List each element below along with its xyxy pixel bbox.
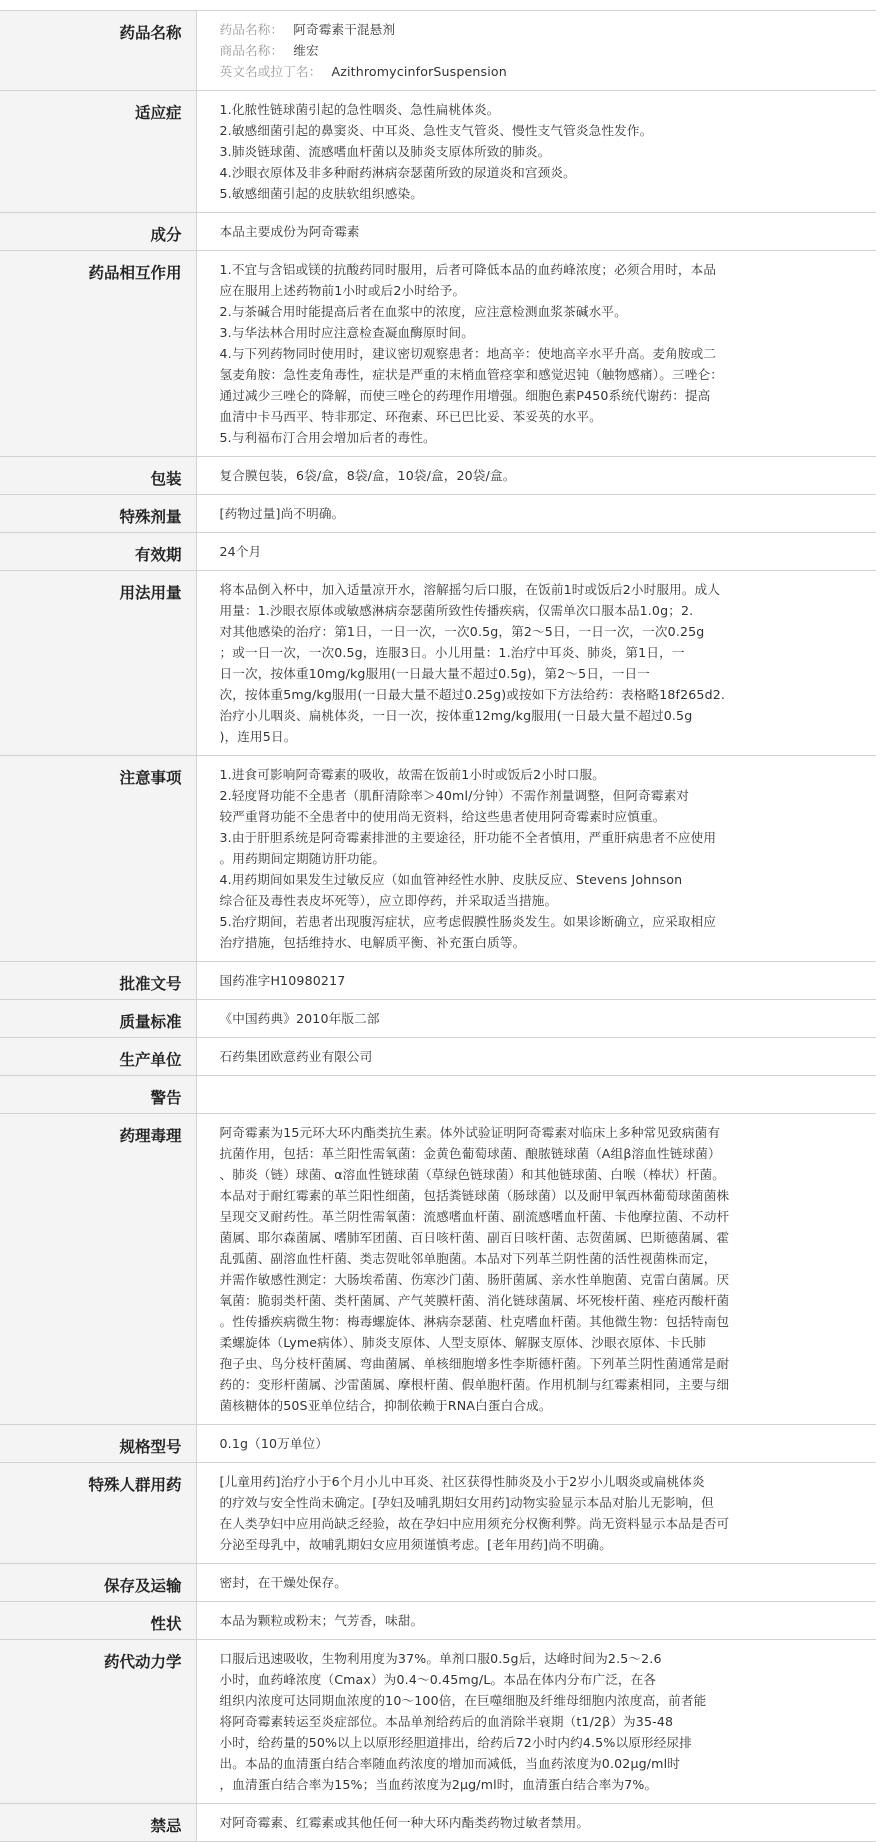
text-line: 分泌至母乳中，故哺乳期妇女应用须谨慎考虑。[老年用药]尚不明确。 [219, 1537, 612, 1552]
text-line: 。用药期间定期随访肝功能。 [219, 851, 386, 866]
text-line: 较严重肾功能不全患者中的使用尚无资料，给这些患者使用阿奇霉素时应慎重。 [219, 809, 666, 824]
info-row [0, 457, 876, 495]
text-line: 药的：变形杆菌属、沙雷菌属、摩根杆菌、假单胞杆菌。作用机制与红霉素相同，主要与细 [219, 1377, 730, 1392]
text-line: 本品为颗粒或粉末；气芳香，味甜。 [219, 1613, 424, 1628]
text-line: 2.敏感细菌引起的鼻窦炎、中耳炎、急性支气管炎、慢性支气管炎急性发作。 [219, 123, 653, 138]
text-line: 国药准字H10980217 [219, 973, 346, 988]
info-row [0, 1640, 876, 1804]
info-row [0, 91, 876, 213]
name-entry [220, 40, 857, 61]
text-line: 2.轻度肾功能不全患者（肌酐清除率＞40ml/分钟）不需作剂量调整，但阿奇霉素对 [219, 788, 690, 803]
row-value [196, 1076, 876, 1114]
row-label: 质量标准 [0, 1000, 196, 1038]
text-line: 菌属、耶尔森菌属、嗜肺军团菌、百日咳杆菌、副百日咳杆菌、志贺菌属、巴斯德菌属、霍 [219, 1230, 730, 1245]
row-label: 药品相互作用 [0, 251, 196, 457]
row-value [196, 962, 876, 1000]
info-rows [0, 11, 876, 1842]
text-line: 治疗小儿咽炎、扁桃体炎，一日一次，按体重12mg/kg服用(一日最大量不超过0.5g [219, 708, 693, 723]
row-value [196, 1000, 876, 1038]
text-line: 4.用药期间如果发生过敏反应（如血管神经性水肿、皮肤反应、Stevens Johnson [219, 872, 683, 887]
text-line: 3.肺炎链球菌、流感嗜血杆菌以及肺炎支原体所致的肺炎。 [219, 144, 551, 159]
text-line: 本品对于耐红霉素的革兰阳性细菌，包括粪链球菌（肠球菌）以及耐甲氧西林葡萄球菌菌株 [219, 1188, 730, 1203]
name-value: AzithromycinforSuspension [331, 64, 507, 79]
row-value [196, 1463, 876, 1564]
row-label: 特殊剂量 [0, 495, 196, 533]
text-line: 24个月 [219, 544, 262, 559]
row-label: 用法用量 [0, 571, 196, 756]
row-label: 有效期 [0, 533, 196, 571]
text-line: 2.与茶碱合用时能提高后者在血浆中的浓度，应注意检测血浆茶碱水平。 [219, 304, 627, 319]
text-line: 小时，给药量的50%以上以原形经胆道排出，给药后72小时内约4.5%以原形经尿排 [219, 1735, 692, 1750]
row-value [196, 91, 876, 213]
row-value [196, 1425, 876, 1463]
row-label: 批准文号 [0, 962, 196, 1000]
row-label: 规格型号 [0, 1425, 196, 1463]
row-label: 生产单位 [0, 1038, 196, 1076]
row-label: 药理毒理 [0, 1114, 196, 1425]
row-label: 特殊人群用药 [0, 1463, 196, 1564]
text-line: 乱弧菌、副溶血性杆菌、类志贺吡邻单胞菌。本品对下列革兰阴性菌的活性视菌株而定， [219, 1251, 717, 1266]
text-line: ；或一日一次，一次0.5g，连服3日。小儿用量：1.治疗中耳炎、肺炎，第1日，一 [219, 645, 685, 660]
name-value: 阿奇霉素干混悬剂 [293, 22, 396, 37]
row-value [196, 756, 876, 962]
row-label: 成分 [0, 213, 196, 251]
text-line: 氢麦角胺：急性麦角毒性，症状是严重的末梢血管痉挛和感觉迟钝（触物感痛）。三唑仑： [219, 367, 723, 382]
text-line: 并需作敏感性测定：大肠埃希菌、伤寒沙门菌、肠肝菌属、亲水性单胞菌、克雷白菌属。厌 [219, 1272, 730, 1287]
text-line: ，血清蛋白结合率为15%；当血药浓度为2μg/ml时，血清蛋白结合率为7%。 [219, 1777, 658, 1792]
text-line: [儿童用药]治疗小于6个月小儿中耳炎、社区获得性肺炎及小于2岁小儿咽炎或扁桃体炎 [219, 1474, 705, 1489]
text-line: 抗菌作用，包括：革兰阳性需氧菌：金黄色葡萄球菌、酿脓链球菌（A组β溶血性链球菌） [219, 1146, 721, 1161]
text-line: 5.治疗期间，若患者出现腹泻症状，应考虑假膜性肠炎发生。如果诊断确立，应采取相应 [219, 914, 717, 929]
info-row [0, 1425, 876, 1463]
text-line: 通过减少三唑仑的降解，而使三唑仑的药理作用增强。细胞色素P450系统代谢药：提高 [219, 388, 711, 403]
text-line: 血清中卡马西平、特非那定、环孢素、环已巴比妥、苯妥英的水平。 [219, 409, 602, 424]
name-key: 英文名或拉丁名： [219, 64, 322, 79]
info-row [0, 962, 876, 1000]
text-line: 3.由于肝胆系统是阿奇霉素排泄的主要途径，肝功能不全者慎用，严重肝病患者不应使用 [219, 830, 717, 845]
text-line: 4.与下列药物同时使用时，建议密切观察患者：地高辛：使地高辛水平升高。麦角胺或二 [219, 346, 717, 361]
text-line: 综合征及毒性表皮坏死等），应立即停药，并采取适当措施。 [219, 893, 558, 908]
text-line: 柔螺旋体（Lyme病体）、肺炎支原体、人型支原体、解脲支原体、沙眼衣原体、卡氏肺 [219, 1335, 706, 1350]
name-value: 维宏 [293, 43, 319, 58]
text-line: 应在服用上述药物前1小时或后2小时给予。 [219, 283, 466, 298]
text-line: 日一次，按体重10mg/kg服用(一日最大量不超过0.5g)，第2～5日，一日一 [219, 666, 651, 681]
text-line: 0.1g（10万单位） [219, 1436, 329, 1451]
text-line: 、肺炎（链）球菌、α溶血性链球菌（草绿色链球菌）和其他链球菌、白喉（棒状）杆菌。 [219, 1167, 725, 1182]
text-line: 次，按体重5mg/kg服用(一日最大量不超过0.25g)或按如下方法给药：表格略18f265d2. [219, 687, 726, 702]
drug-info-table [0, 10, 876, 1842]
info-row [0, 571, 876, 756]
row-value [196, 1564, 876, 1602]
text-line: 5.与利福布汀合用会增加后者的毒性。 [219, 430, 436, 445]
row-value [196, 1602, 876, 1640]
row-value [196, 251, 876, 457]
info-row [0, 251, 876, 457]
text-line: 1.进食可影响阿奇霉素的吸收，故需在饭前1小时或饭后2小时口服。 [219, 767, 605, 782]
text-line: 用量：1.沙眼衣原体或敏感淋病奈瑟菌所致性传播疾病，仅需单次口服本品1.0g；2. [219, 603, 694, 618]
text-line: 组织内浓度可达同期血浓度的10～100倍，在巨噬细胞及纤维母细胞内浓度高，前者能 [219, 1693, 707, 1708]
info-row [0, 11, 876, 91]
text-line: 密封，在干燥处保存。 [219, 1575, 347, 1590]
text-line: 菌核糖体的50S亚单位结合，抑制依赖于RNA白蛋白合成。 [219, 1398, 552, 1413]
text-line: 口服后迅速吸收，生物利用度为37%。单剂口服0.5g后，达峰时间为2.5～2.6 [219, 1651, 662, 1666]
text-line [220, 1084, 857, 1105]
info-row [0, 1463, 876, 1564]
text-line: 小时，血药峰浓度（Cmax）为0.4～0.45mg/L。本品在体内分布广泛，在各 [219, 1672, 657, 1687]
row-label: 适应症 [0, 91, 196, 213]
row-label: 药品名称 [0, 11, 196, 91]
text-line: 本品主要成份为阿奇霉素 [219, 224, 360, 239]
row-value [196, 11, 876, 91]
text-line: 呈现交叉耐药性。革兰阴性需氧菌：流感嗜血杆菌、副流感嗜血杆菌、卡他摩拉菌、不动杆 [219, 1209, 730, 1224]
text-line: 治疗措施，包括维持水、电解质平衡、补充蛋白质等。 [219, 935, 526, 950]
text-line: 对其他感染的治疗：第1日，一日一次，一次0.5g，第2～5日，一日一次，一次0.25g [219, 624, 705, 639]
name-key: 商品名称： [219, 43, 284, 58]
row-value [196, 571, 876, 756]
text-line: 3.与华法林合用时应注意检查凝血酶原时间。 [219, 325, 474, 340]
text-line: 孢子虫、鸟分枝杆菌属、弯曲菌属、单核细胞增多性李斯德杆菌。下列革兰阴性菌通常是耐 [219, 1356, 730, 1371]
text-line: [药物过量]尚不明确。 [219, 506, 345, 521]
row-label: 禁忌 [0, 1804, 196, 1842]
row-label: 警告 [0, 1076, 196, 1114]
row-value [196, 495, 876, 533]
info-row [0, 495, 876, 533]
info-row [0, 1114, 876, 1425]
row-value [196, 1038, 876, 1076]
text-line: 阿奇霉素为15元环大环内酯类抗生素。体外试验证明阿奇霉素对临床上多种常见致病菌有 [219, 1125, 721, 1140]
info-row [0, 1038, 876, 1076]
info-row [0, 1000, 876, 1038]
name-entry [220, 19, 857, 40]
info-row [0, 1602, 876, 1640]
text-line: 4.沙眼衣原体及非多种耐药淋病奈瑟菌所致的尿道炎和宫颈炎。 [219, 165, 576, 180]
row-label: 药代动力学 [0, 1640, 196, 1804]
info-row [0, 1564, 876, 1602]
name-key: 药品名称： [219, 22, 284, 37]
name-entry [220, 61, 857, 82]
info-row [0, 213, 876, 251]
row-label: 包装 [0, 457, 196, 495]
row-label: 性状 [0, 1602, 196, 1640]
info-row [0, 1804, 876, 1842]
row-value [196, 1804, 876, 1842]
info-row [0, 756, 876, 962]
text-line: 5.敏感细菌引起的皮肤软组织感染。 [219, 186, 423, 201]
text-line: 复合膜包装，6袋/盒，8袋/盒，10袋/盒，20袋/盒。 [219, 468, 516, 483]
text-line: 对阿奇霉素、红霉素或其他任何一种大环内酯类药物过敏者禁用。 [219, 1815, 590, 1830]
text-line: 的疗效与安全性尚未确定。[孕妇及哺乳期妇女用药]动物实验显示本品对胎儿无影响，但 [219, 1495, 714, 1510]
text-line: 。性传播疾病微生物：梅毒螺旋体、淋病奈瑟菌、杜克嗜血杆菌。其他微生物：包括特南包 [219, 1314, 730, 1329]
text-line: 在人类孕妇中应用尚缺乏经验，故在孕妇中应用须充分权衡利弊。尚无资料显示本品是否可 [219, 1516, 730, 1531]
row-label: 注意事项 [0, 756, 196, 962]
text-line: 1.不宜与含铝或镁的抗酸药同时服用，后者可降低本品的血药峰浓度；必须合用时，本品 [219, 262, 717, 277]
info-row [0, 1076, 876, 1114]
row-value [196, 1640, 876, 1804]
text-line: 出。本品的血清蛋白结合率随血药浓度的增加而减低，当血药浓度为0.02μg/ml时 [219, 1756, 680, 1771]
text-line: 将本品倒入杯中，加入适量凉开水，溶解摇匀后口服，在饭前1时或饭后2小时服用。成人 [219, 582, 721, 597]
info-row [0, 533, 876, 571]
row-value [196, 533, 876, 571]
text-line: 石药集团欧意药业有限公司 [219, 1049, 373, 1064]
row-value [196, 1114, 876, 1425]
text-line: )，连用5日。 [219, 729, 297, 744]
text-line: 将阿奇霉素转运至炎症部位。本品单剂给药后的血消除半衰期（t1/2β）为35-48 [219, 1714, 674, 1729]
row-value [196, 457, 876, 495]
row-value [196, 213, 876, 251]
text-line: 《中国药典》2010年版二部 [219, 1011, 380, 1026]
text-line: 1.化脓性链球菌引起的急性咽炎、急性扁桃体炎。 [219, 102, 500, 117]
text-line: 氧菌：脆弱类杆菌、类杆菌属、产气荚膜杆菌、消化链球菌属、坏死梭杆菌、痤疮丙酸杆菌 [219, 1293, 730, 1308]
row-label: 保存及运输 [0, 1564, 196, 1602]
